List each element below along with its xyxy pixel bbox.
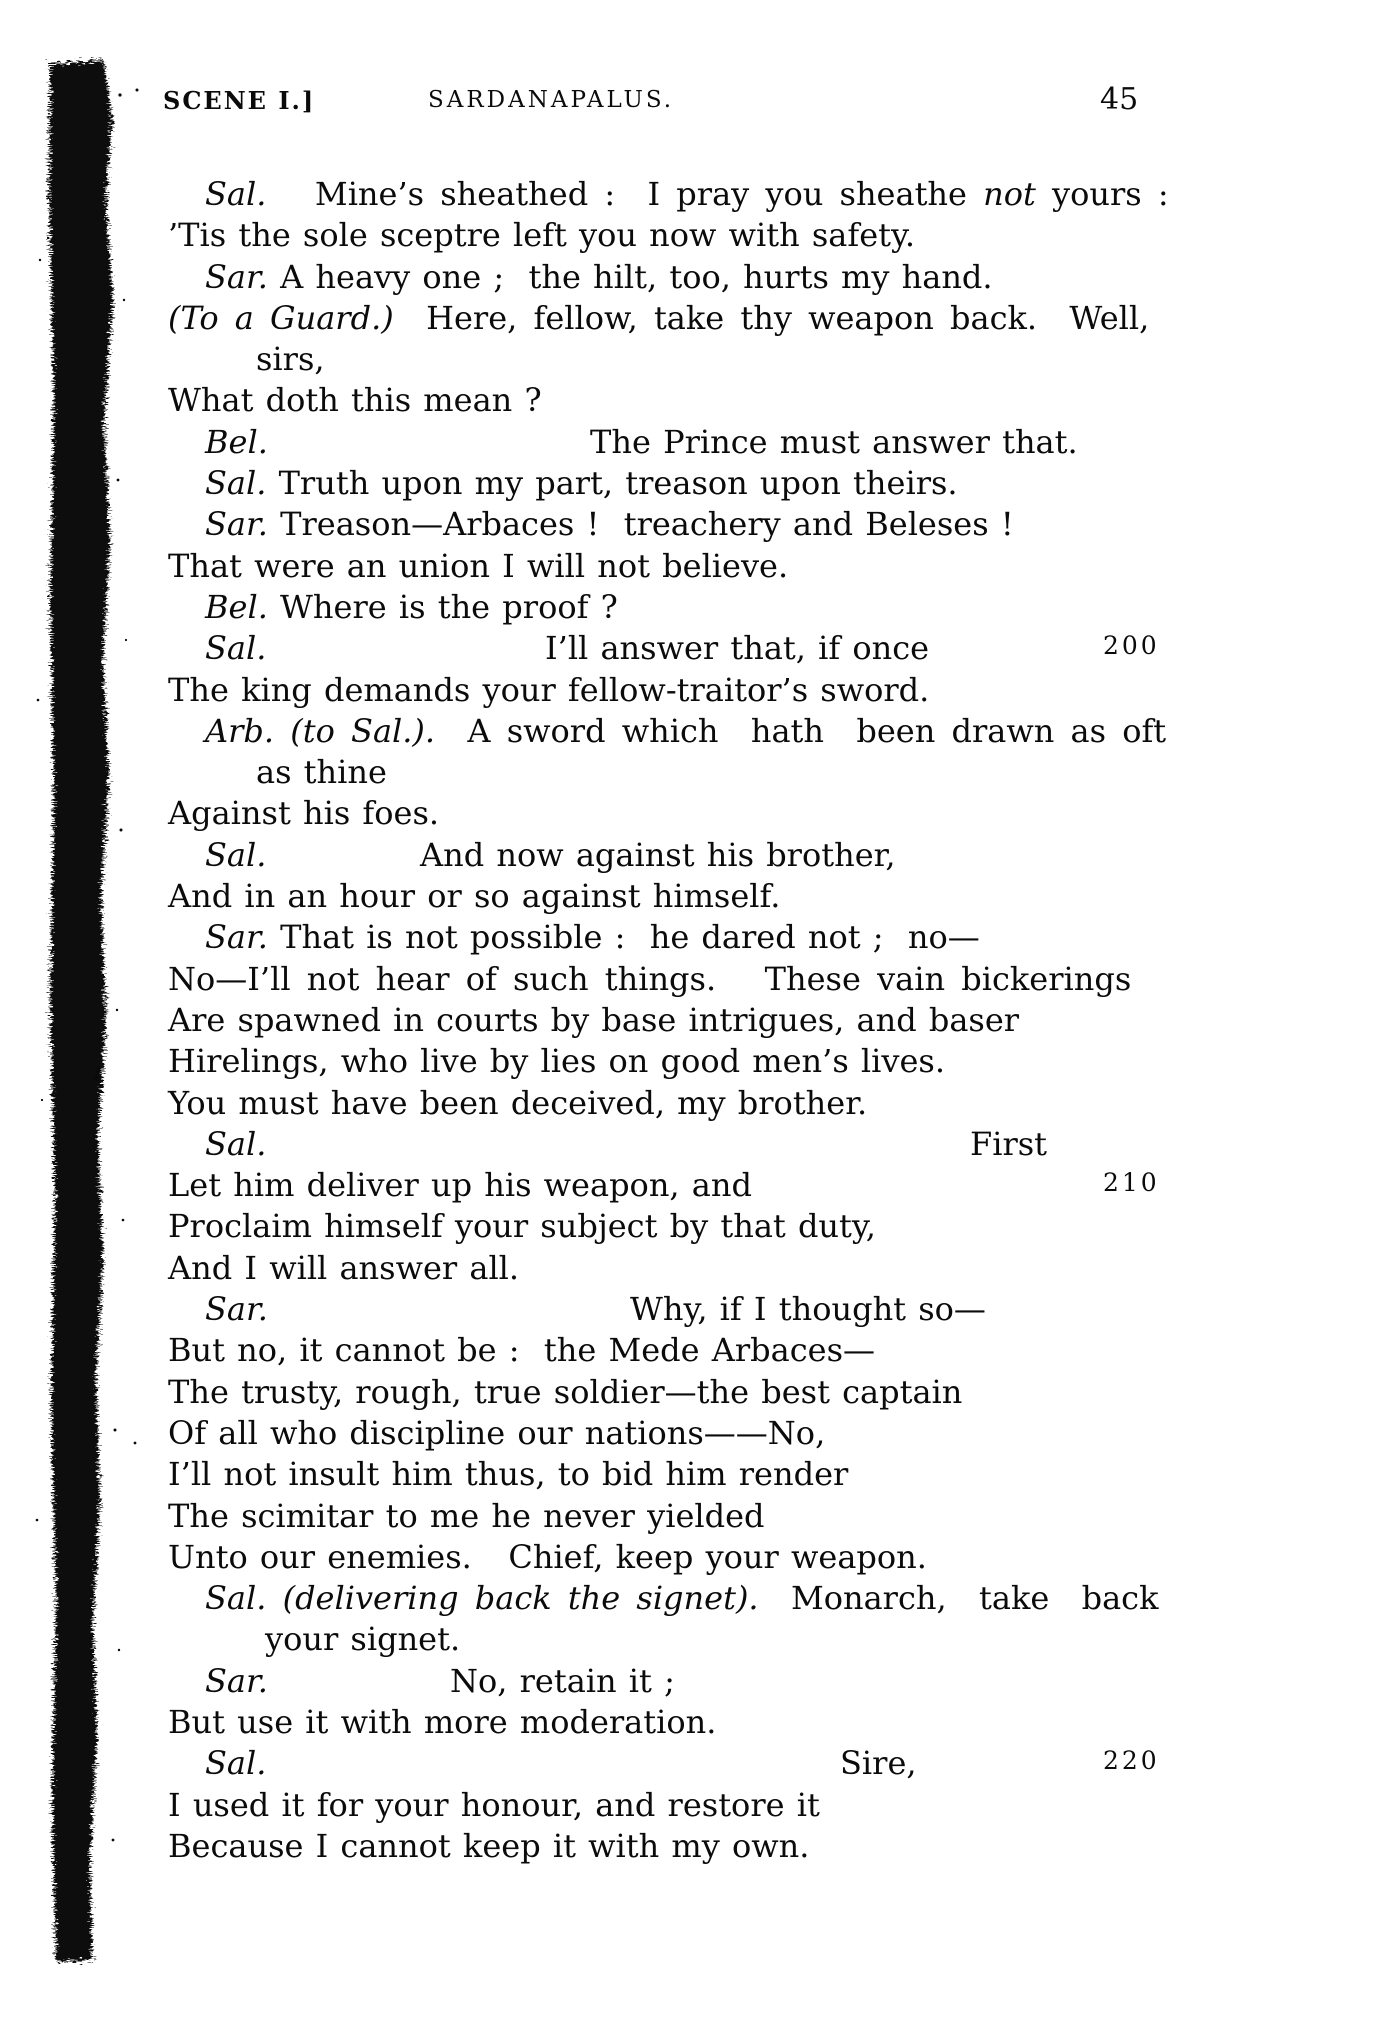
verse-text-segment: Because I cannot keep it with my own. — [168, 1826, 810, 1865]
verse-line — [168, 876, 1128, 917]
verse-text-segment: Are spawned in courts by base intrigues, and baser — [168, 1000, 1020, 1039]
verse-line — [168, 463, 1128, 504]
verse-text-segment: ’Tis the sole sceptre left you now with safety. — [168, 216, 915, 255]
verse-line — [168, 1330, 1128, 1371]
verse-text-segment: You must have been deceived, my brother. — [168, 1083, 868, 1122]
verse-line — [168, 1000, 1128, 1041]
speaker-or-stage-direction: Sar. — [205, 918, 268, 957]
verse-text-segment: Where is the proof ? — [267, 587, 618, 626]
verse-text-segment: And I will answer all. — [168, 1248, 520, 1287]
verse-text-segment: I’ll answer that, if once — [545, 629, 930, 668]
speaker-or-stage-direction: Sal. — [205, 464, 267, 503]
verse-text-segment: Monarch, take back — [758, 1579, 1159, 1618]
verse-text-segment: Treason—Arbaces ! treachery and Beleses ! — [267, 505, 1014, 544]
verse-line — [168, 1041, 1128, 1082]
verse-line — [168, 504, 1128, 545]
verse-line — [168, 298, 1150, 339]
speaker-or-stage-direction: Sal. (delivering back the signet). — [205, 1579, 759, 1618]
verse-text-segment: The Prince must answer that. — [590, 422, 1078, 461]
verse-text-segment: as thine — [256, 753, 387, 792]
verse-text-segment: That were an union I will not believe. — [168, 546, 789, 585]
verse-line — [168, 1496, 1128, 1537]
margin-line-number: 220 — [1103, 1746, 1160, 1776]
verse-text-segment: Proclaim himself your subject by that duty, — [168, 1207, 876, 1246]
verse-line — [168, 1248, 1128, 1289]
speaker-or-stage-direction: (To a Guard.) — [168, 298, 394, 337]
verse-text-segment: Here, fellow, take thy weapon back. Well, — [393, 298, 1150, 337]
scene-label: SCENE I.] — [163, 86, 316, 115]
verse-text-segment: Mine’s sheathed : I pray you sheathe — [266, 175, 984, 213]
verse-line — [168, 959, 1132, 1000]
speaker-or-stage-direction: Arb. (to Sal.). — [205, 711, 436, 750]
verse-text-segment: Truth upon my part, treason upon theirs. — [266, 464, 958, 503]
verse-line — [168, 1413, 1128, 1454]
verse-text-segment: And now against his brother, — [420, 835, 896, 874]
verse-text-segment: What doth this mean ? — [168, 381, 542, 420]
verse-text-segment: Let him deliver up his weapon, and — [168, 1166, 752, 1205]
verse-line — [168, 670, 1128, 711]
verse-text-segment: A heavy one ; the hilt, too, hurts my hand. — [267, 257, 993, 296]
verse-line — [168, 1785, 1128, 1826]
speaker-or-stage-direction: Sal. — [205, 1124, 267, 1163]
verse-text-segment: But no, it cannot be : the Mede Arbaces— — [168, 1331, 875, 1370]
play-text-block — [168, 174, 1169, 1867]
verse-text-segment: No—I’ll not hear of such things. These vain bickerings — [168, 959, 1132, 998]
verse-text-segment: I’ll not insult him thus, to bid him render — [168, 1455, 849, 1494]
verse-text-segment: Against his foes. — [168, 794, 440, 833]
verse-line — [168, 1206, 1128, 1247]
verse-line — [168, 1619, 1128, 1660]
verse-text-segment: Hirelings, who live by lies on good men’s lives. — [168, 1042, 945, 1081]
margin-line-number: 210 — [1103, 1168, 1160, 1198]
verse-text-segment: That is not possible : he dared not ; no— — [267, 918, 980, 957]
verse-line — [168, 1372, 1128, 1413]
verse-line — [168, 587, 1128, 628]
verse-line — [168, 711, 1167, 752]
speaker-or-stage-direction: Sal. — [205, 629, 267, 668]
verse-line — [168, 752, 1128, 793]
running-title: SARDANAPALUS. — [428, 87, 675, 113]
verse-line — [168, 917, 1128, 958]
verse-text-segment: your signet. — [265, 1620, 461, 1659]
speaker-or-stage-direction: Sar. — [205, 257, 268, 296]
speaker-or-stage-direction: not — [983, 175, 1036, 213]
speaker-or-stage-direction: Sar. — [205, 1290, 268, 1329]
verse-line — [168, 257, 1128, 298]
verse-line — [168, 835, 1128, 876]
verse-line — [168, 422, 1128, 463]
speaker-or-stage-direction: Sar. — [205, 1661, 268, 1700]
verse-text-segment: Why, if I thought so— — [630, 1290, 986, 1329]
verse-text-segment: And in an hour or so against himself. — [168, 877, 781, 916]
verse-line — [168, 546, 1128, 587]
verse-text-segment: Unto our enemies. Chief, keep your weapon. — [168, 1537, 927, 1576]
verse-line — [168, 174, 1169, 215]
verse-line — [168, 1743, 1160, 1784]
speaker-or-stage-direction: Sar. — [205, 505, 268, 544]
verse-line — [168, 1578, 1159, 1619]
verse-text-segment: The scimitar to me he never yielded — [168, 1496, 765, 1535]
verse-text-segment: Sire, — [840, 1744, 917, 1783]
verse-line — [168, 1165, 1160, 1206]
verse-line — [168, 380, 1128, 421]
speaker-or-stage-direction: Sal. — [205, 1744, 267, 1783]
verse-text-segment: The trusty, rough, true soldier—the best captain — [168, 1372, 963, 1411]
verse-text-segment: A sword which hath been drawn as oft — [435, 711, 1167, 750]
margin-line-number: 200 — [1103, 631, 1160, 661]
verse-line — [168, 215, 1128, 256]
verse-text-segment: No, retain it ; — [450, 1661, 675, 1700]
verse-line — [168, 1083, 1128, 1124]
page-number: 45 — [1100, 82, 1139, 117]
speaker-or-stage-direction: Sal. — [205, 175, 267, 213]
speaker-or-stage-direction: Bel. — [205, 587, 268, 626]
verse-text-segment: Of all who discipline our nations——No, — [168, 1413, 826, 1452]
verse-text-segment: sirs, — [256, 340, 325, 379]
speaker-or-stage-direction: Bel. — [205, 422, 268, 461]
verse-line — [168, 339, 1128, 380]
speaker-or-stage-direction: Sal. — [205, 835, 267, 874]
verse-line — [168, 628, 1160, 669]
verse-text-segment: First — [970, 1124, 1048, 1163]
verse-line — [168, 793, 1128, 834]
verse-line — [168, 1454, 1128, 1495]
verse-line — [168, 1702, 1128, 1743]
verse-text-segment: The king demands your fellow-traitor’s sword. — [168, 670, 930, 709]
verse-line — [168, 1289, 1128, 1330]
verse-line — [168, 1826, 1128, 1867]
verse-line — [168, 1124, 1128, 1165]
verse-line — [168, 1661, 1128, 1702]
verse-text-segment: I used it for your honour, and restore it — [168, 1785, 820, 1824]
verse-line — [168, 1537, 1128, 1578]
verse-text-segment: But use it with more moderation. — [168, 1702, 717, 1741]
verse-text-segment: yours : — [1035, 175, 1169, 213]
binding-shadow-strip — [0, 0, 150, 2024]
